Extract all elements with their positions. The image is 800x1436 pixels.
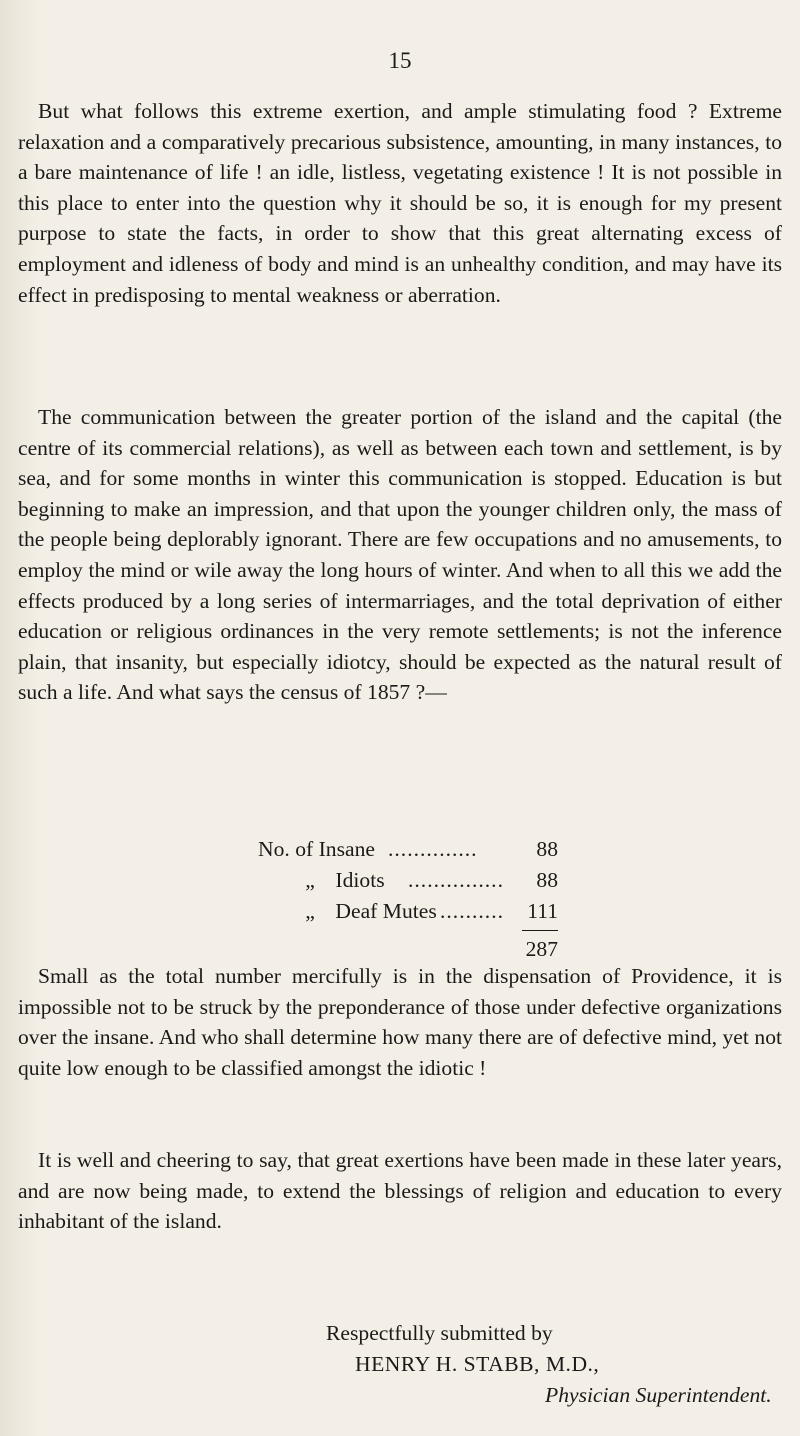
- row-label: Insane: [318, 837, 375, 861]
- row-value: 88: [536, 837, 558, 861]
- row-value: 111: [527, 899, 558, 923]
- dot-leader: ...............: [408, 868, 504, 892]
- table-row: [258, 896, 558, 926]
- paragraph-1: But what follows this extreme exertion, and ample stimulating food ? Extreme relaxation and a comparatively precarious subsistence, amounting, in many instances, to a bare maintenance of life ! an idle, listless, vegetating existence ! It is not possible in this place to enter into the question why it should be so, it is enough for my present purpose to state the facts, in order to show that this great alternating excess of employment and idleness of body and mind is an unhealthy condition, and may have its effect in predisposing to mental weakness or aberration.: [18, 99, 782, 307]
- row-value: 88: [536, 868, 558, 892]
- page-number: 15: [388, 48, 412, 73]
- signer-name: HENRY H. STABB, M.D.,: [355, 1352, 600, 1376]
- row-prefix: No. of: [258, 837, 314, 861]
- row-label: Deaf Mutes: [335, 899, 437, 923]
- table-row: [258, 865, 558, 895]
- sum-rule: [522, 930, 558, 931]
- dot-leader: ..........: [440, 899, 504, 923]
- signoff-line: Respectfully submitted by: [326, 1321, 553, 1345]
- table-total: 287: [525, 937, 558, 961]
- paragraph-2: The communication between the greater portion of the island and the capital (the centre of its commercial relations), as well as between each town and settlement, is by sea, and for some months in winter this communication is stopped. Education is but beginning to make an impression, and that upon the younger children only, the mass of the people being deplorably ignorant. There are few occupations and no amusements, to employ the mind or wile away the long hours of winter. And when to all this we add the effects produced by a long series of intermarriages, and the total deprivation of either education or religious ordinances in the very remote settlements; is not the inference plain, that insanity, but especially idiotcy, should be expected as the natural result of such a life. And what says the census of 1857 ?—: [18, 405, 782, 705]
- ditto-mark: „: [305, 868, 315, 892]
- paragraph-4: It is well and cheering to say, that great exertions have been made in these later years, and are now being made, to extend the blessings of religion and education to every inhabitant of the island.: [18, 1148, 782, 1234]
- row-label: Idiots: [335, 868, 385, 892]
- dot-leader: ..............: [388, 837, 478, 861]
- paragraph-3: Small as the total number mercifully is in the dispensation of Providence, it is impossible not to be struck by the preponderance of those under defective organizations over the insane. And who shall determine how many there are of defective mind, yet not quite low enough to be classified amongst the idiotic !: [18, 964, 782, 1080]
- ditto-mark: „: [305, 899, 315, 923]
- table-row: [258, 834, 558, 864]
- signer-role: Physician Superintendent.: [545, 1383, 772, 1407]
